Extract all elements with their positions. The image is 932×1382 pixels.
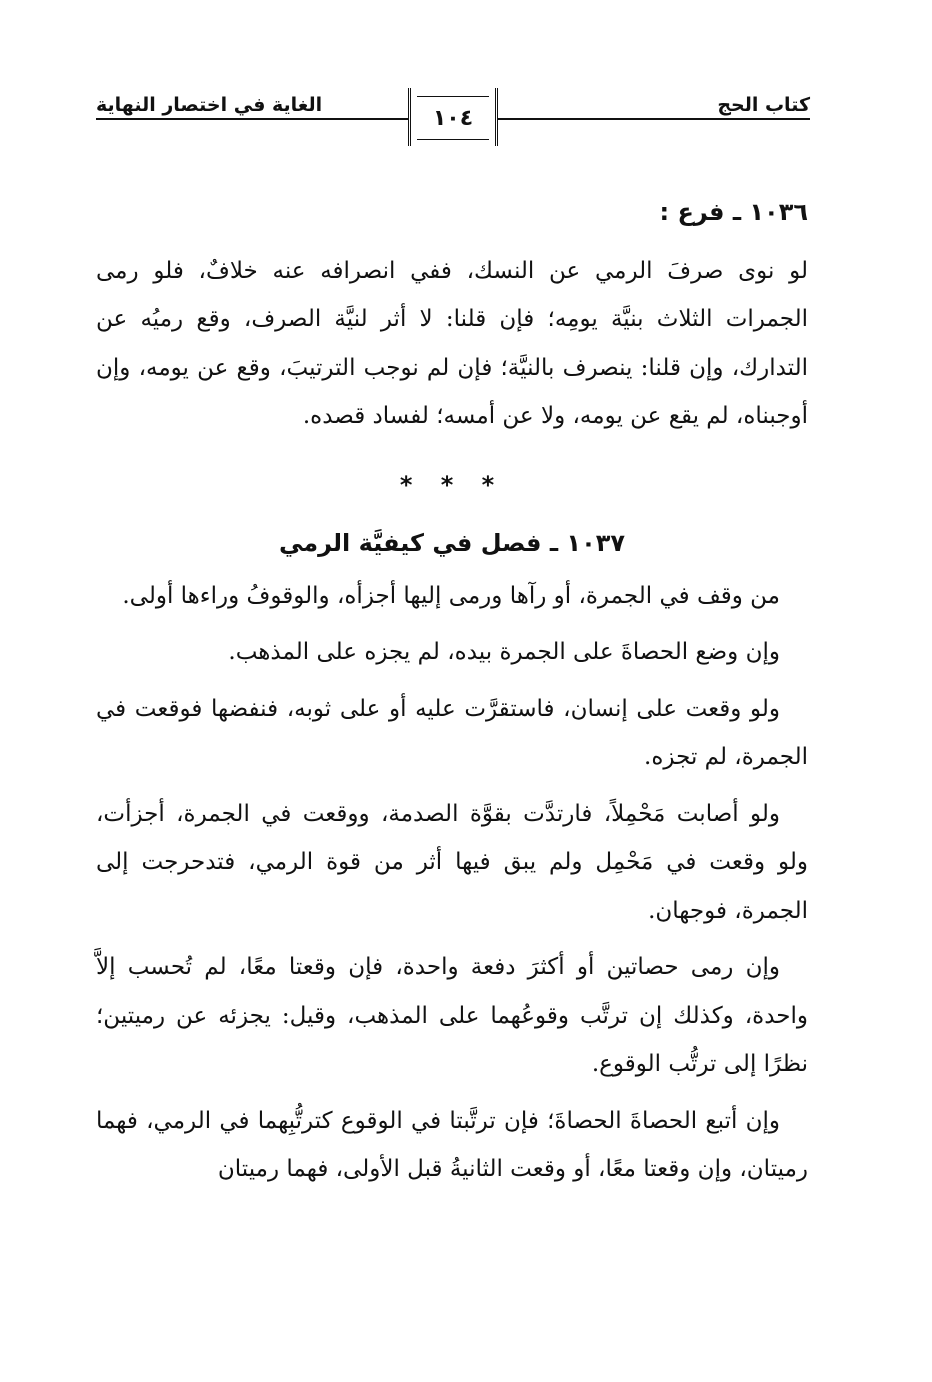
- page-number-frame: [408, 88, 498, 146]
- section-paragraph: ولو أصابت مَحْمِلاً، فارتدَّت بقوَّة الصدمة، ووقعت في الجمرة، أجزأت، ولو وقعت في مَحْمِل ولم يبق فيها أثر من قوة الرمي، فتدحرجت إلى الجمرة، فوجهان.: [96, 800, 808, 924]
- section-separator: * * *: [399, 470, 505, 499]
- header-section-title: كتاب الحج: [717, 94, 810, 116]
- page-number: ١٠٤: [432, 106, 474, 131]
- page-header: [96, 88, 810, 148]
- section-paragraph: من وقف في الجمرة، أو رآها ورمى إليها أجزأه، والوقوفُ وراءها أولى.: [122, 582, 780, 609]
- section-paragraph: ولو وقعت على إنسان، فاستقرَّت عليه أو على ثوبه، فنفضها فوقعت في الجمرة، لم تجزه.: [96, 695, 808, 770]
- section-paragraph: وإن وضع الحصاةَ على الجمرة بيده، لم يجزه على المذهب.: [228, 639, 780, 665]
- section-title: ١٠٣٧ ـ فصل في كيفيَّة الرمي: [278, 529, 626, 557]
- page-content: [96, 188, 808, 1194]
- section-paragraph: وإن رمى حصاتين أو أكثرَ دفعة واحدة، فإن وقعتا معًا، لم تُحسب إلاَّ واحدة، وكذلك إن ترتَّب وقوعُهما على المذهب، وقيل: يجزئه عن رميتين؛ نظرًا إلى ترتُّب الوقوع.: [96, 954, 808, 1077]
- branch-paragraph: لو نوى صرفَ الرمي عن النسك، ففي انصرافه عنه خلافٌ، فلو رمى الجمرات الثلاث بنيَّة يومِه؛ فإن قلنا: لا أثر لنيَّة الصرف، وقع رميُه عن التدارك، وإن قلنا: ينصرف بالنيَّة؛ فإن لم نوجب الترتيبَ، وقع عن يومه، وإن أوجبناه، لم يقع عن يومه، ولا عن أمسه؛ لفساد قصده.: [96, 257, 808, 429]
- header-book-title: الغاية في اختصار النهاية: [96, 94, 323, 116]
- section-paragraph: وإن أتبع الحصاةَ الحصاةَ؛ فإن ترتَّبتا في الوقوع كترتُّبِهما في الرمي، فهما رميتان، وإن وقعتا معًا، أو وقعت الثانيةُ قبل الأولى، فهما رميتان: [96, 1107, 808, 1182]
- branch-heading: ١٠٣٦ ـ فرع :: [659, 198, 808, 226]
